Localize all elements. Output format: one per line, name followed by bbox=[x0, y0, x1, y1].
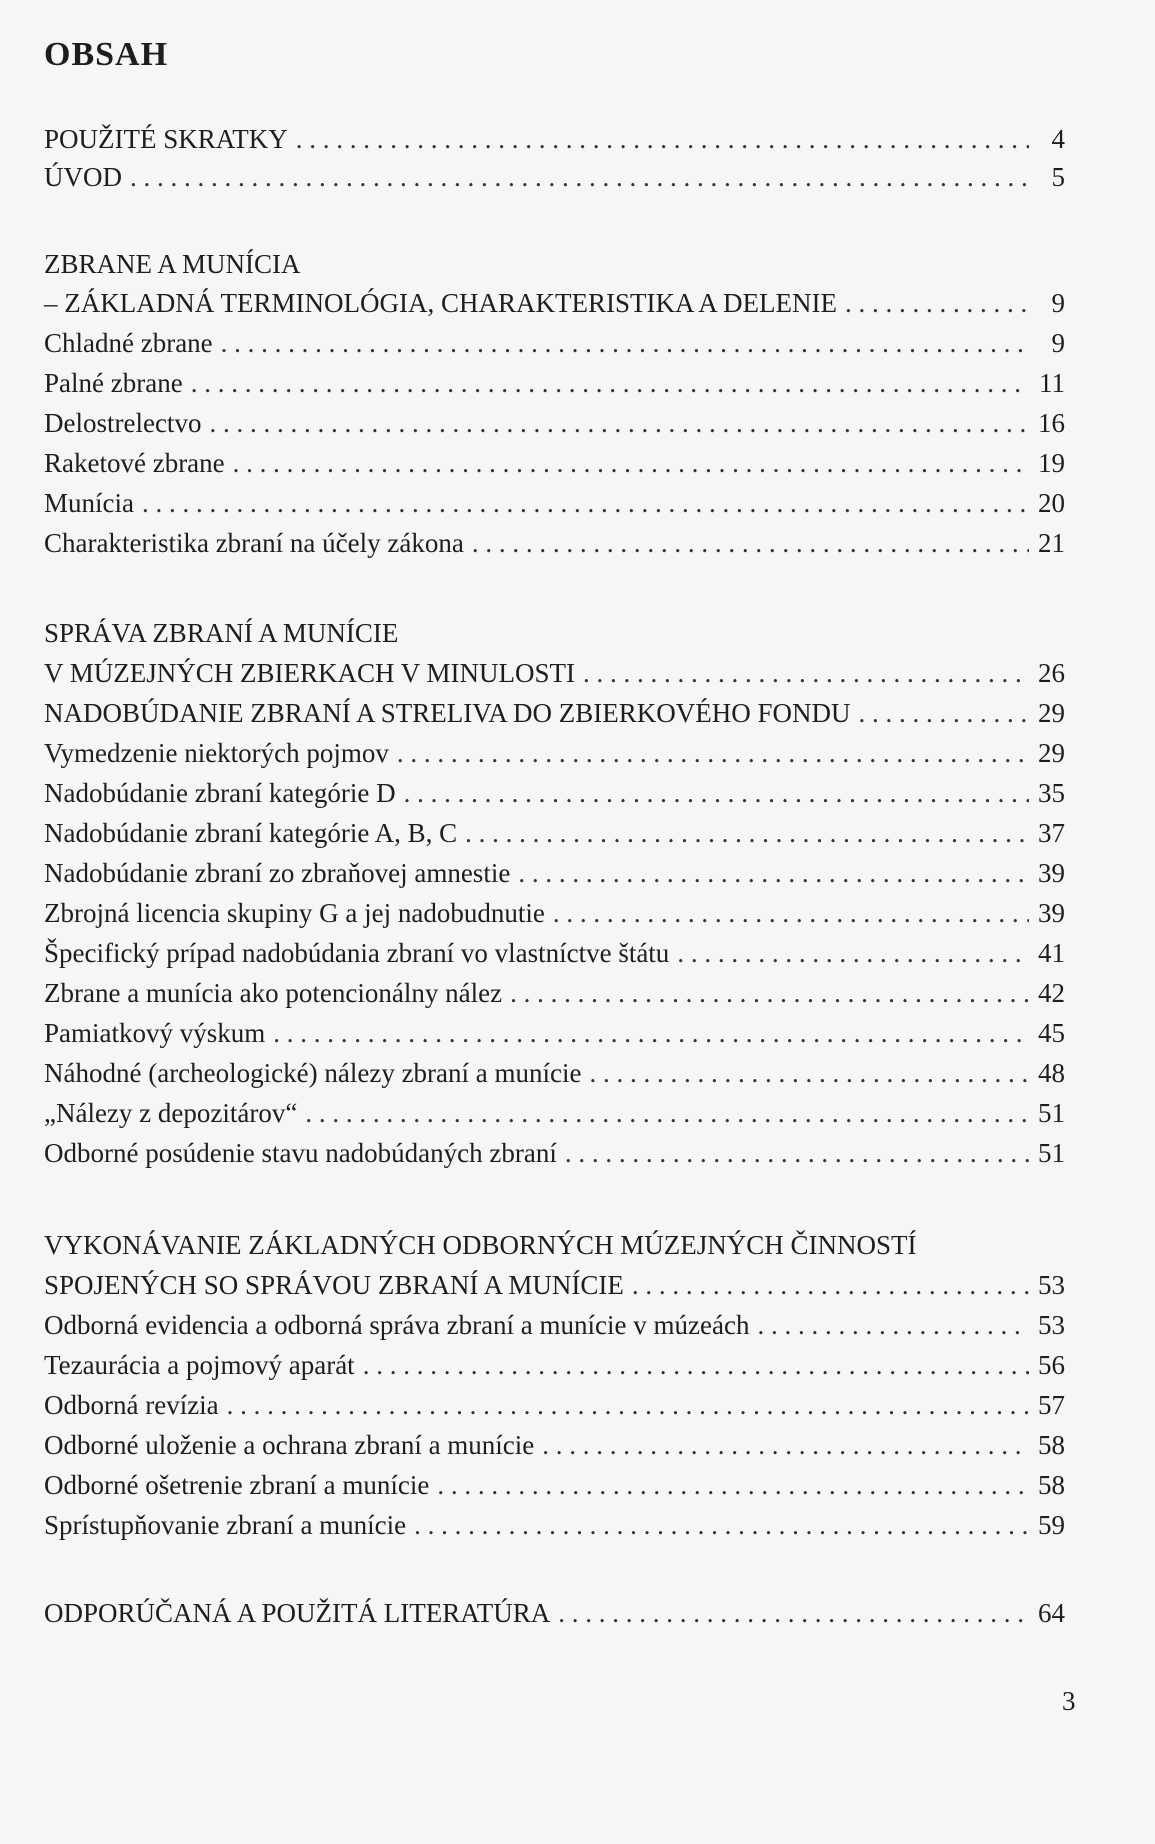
toc-entry-page: 58 bbox=[1038, 1470, 1065, 1500]
dot-leader bbox=[472, 526, 1029, 560]
toc-entry-label: Pamiatkový výskum bbox=[44, 1018, 266, 1048]
dot-leader bbox=[565, 1136, 1029, 1170]
toc-entry-page: 51 bbox=[1038, 1138, 1065, 1168]
toc-entry-page: 56 bbox=[1038, 1350, 1065, 1380]
toc-entry bbox=[44, 1136, 1065, 1170]
toc-entry bbox=[44, 856, 1065, 890]
dot-leader bbox=[142, 486, 1029, 520]
toc-entry-label: V MÚZEJNÝCH ZBIERKACH V MINULOSTI bbox=[44, 658, 576, 688]
dot-leader bbox=[305, 1096, 1029, 1130]
toc-entry-page: 29 bbox=[1038, 738, 1065, 768]
toc-entry-label: „Nálezy z depozitárov“ bbox=[44, 1098, 298, 1128]
toc-entry-page: 39 bbox=[1038, 858, 1065, 888]
toc-entry bbox=[44, 1388, 1065, 1422]
toc-entry bbox=[44, 446, 1065, 480]
toc-entry-label: Munícia bbox=[44, 488, 134, 518]
toc-entry-label: Zbrojná licencia skupiny G a jej nadobudnutie bbox=[44, 898, 545, 928]
toc-entry-page: 19 bbox=[1038, 448, 1065, 478]
toc-entry bbox=[44, 736, 1065, 770]
dot-leader bbox=[404, 776, 1029, 810]
toc-entry-label: Špecifický prípad nadobúdania zbraní vo vlastníctve štátu bbox=[44, 938, 670, 968]
toc-section-heading: VYKONÁVANIE ZÁKLADNÝCH ODBORNÝCH MÚZEJNÝCH ČINNOSTÍ bbox=[44, 1230, 917, 1260]
dot-leader bbox=[465, 816, 1029, 850]
dot-leader bbox=[296, 122, 1029, 156]
dot-leader bbox=[437, 1468, 1029, 1502]
page-number: 3 bbox=[1062, 1686, 1076, 1716]
toc-entry-label: – ZÁKLADNÁ TERMINOLÓGIA, CHARAKTERISTIKA A DELENIE bbox=[44, 288, 837, 318]
toc-entry-page: 53 bbox=[1038, 1270, 1065, 1300]
toc-entry bbox=[44, 1468, 1065, 1502]
toc-entry-page: 16 bbox=[1038, 408, 1065, 438]
toc-entry-page: 42 bbox=[1038, 978, 1065, 1008]
toc-entry bbox=[44, 776, 1065, 810]
toc-entry-label: ÚVOD bbox=[44, 162, 122, 192]
toc-entry-label: POUŽITÉ SKRATKY bbox=[44, 124, 288, 154]
toc-entry bbox=[44, 816, 1065, 850]
toc-entry-label: Nadobúdanie zbraní kategórie D bbox=[44, 778, 396, 808]
dot-leader bbox=[233, 446, 1029, 480]
toc-entry bbox=[44, 896, 1065, 930]
toc-entry bbox=[44, 1096, 1065, 1130]
toc-section-heading: ZBRANE A MUNÍCIA bbox=[44, 249, 301, 279]
toc-entry bbox=[44, 1348, 1065, 1382]
toc-entry bbox=[44, 326, 1065, 360]
dot-leader bbox=[209, 406, 1029, 440]
toc-entry-label: Charakteristika zbraní na účely zákona bbox=[44, 528, 464, 558]
dot-leader bbox=[130, 160, 1029, 194]
dot-leader bbox=[273, 1016, 1029, 1050]
toc-entry-page: 48 bbox=[1038, 1058, 1065, 1088]
toc-entry-label: Odborná revízia bbox=[44, 1390, 219, 1420]
dot-leader bbox=[397, 736, 1029, 770]
toc-entry-label: ODPORÚČANÁ A POUŽITÁ LITERATÚRA bbox=[44, 1598, 551, 1628]
toc-entry bbox=[44, 696, 1065, 730]
dot-leader bbox=[510, 976, 1029, 1010]
toc-entry-page: 20 bbox=[1038, 488, 1065, 518]
toc-entry-page: 21 bbox=[1038, 528, 1065, 558]
dot-leader bbox=[632, 1268, 1029, 1302]
toc-entry bbox=[44, 1508, 1065, 1542]
toc-entry bbox=[44, 1308, 1065, 1342]
toc-entry-page: 51 bbox=[1038, 1098, 1065, 1128]
toc-entry-page: 5 bbox=[1051, 162, 1065, 192]
toc-entry-label: Palné zbrane bbox=[44, 368, 183, 398]
toc-entry bbox=[44, 656, 1065, 690]
toc-entry-label: Zbrane a munícia ako potencionálny nález bbox=[44, 978, 503, 1008]
dot-leader bbox=[589, 1056, 1029, 1090]
dot-leader bbox=[859, 696, 1029, 730]
dot-leader bbox=[553, 896, 1029, 930]
toc-entry-label: Odborná evidencia a odborná správa zbraní a munície v múzeách bbox=[44, 1310, 750, 1340]
toc-entry-label: Nadobúdanie zbraní zo zbraňovej amnestie bbox=[44, 858, 511, 888]
dot-leader bbox=[363, 1348, 1029, 1382]
page-title: OBSAH bbox=[44, 36, 169, 73]
dot-leader bbox=[414, 1508, 1029, 1542]
dot-leader bbox=[757, 1308, 1029, 1342]
toc-entry-label: Tezaurácia a pojmový aparát bbox=[44, 1350, 355, 1380]
toc-entry bbox=[44, 1016, 1065, 1050]
toc-entry bbox=[44, 286, 1065, 320]
toc-entry-page: 29 bbox=[1038, 698, 1065, 728]
toc-entry-page: 59 bbox=[1038, 1510, 1065, 1540]
dot-leader bbox=[845, 286, 1029, 320]
toc-entry-page: 26 bbox=[1038, 658, 1065, 688]
toc-entry-page: 4 bbox=[1051, 124, 1065, 154]
toc-entry bbox=[44, 1268, 1065, 1302]
toc-entry bbox=[44, 526, 1065, 560]
toc-entry-label: Sprístupňovanie zbraní a munície bbox=[44, 1510, 407, 1540]
toc-entry bbox=[44, 406, 1065, 440]
toc-entry-label: Vymedzenie niektorých pojmov bbox=[44, 738, 389, 768]
toc-entry-label: Odborné ošetrenie zbraní a munície bbox=[44, 1470, 430, 1500]
toc-entry-label: Raketové zbrane bbox=[44, 448, 225, 478]
toc-entry-label: SPOJENÝCH SO SPRÁVOU ZBRANÍ A MUNÍCIE bbox=[44, 1270, 624, 1300]
toc-entry bbox=[44, 486, 1065, 520]
toc-entry bbox=[44, 366, 1065, 400]
toc-entry-label: NADOBÚDANIE ZBRANÍ A STRELIVA DO ZBIERKOVÉHO FONDU bbox=[44, 698, 851, 728]
dot-leader bbox=[677, 936, 1029, 970]
toc-entry-label: Náhodné (archeologické) nálezy zbraní a munície bbox=[44, 1058, 582, 1088]
dot-leader bbox=[518, 856, 1029, 890]
toc-section-heading: SPRÁVA ZBRANÍ A MUNÍCIE bbox=[44, 618, 399, 648]
toc-entry bbox=[44, 936, 1065, 970]
toc-entry-page: 41 bbox=[1038, 938, 1065, 968]
toc-entry bbox=[44, 1428, 1065, 1462]
toc-entry-label: Delostrelectvo bbox=[44, 408, 202, 438]
toc-entry-page: 64 bbox=[1038, 1598, 1065, 1628]
toc-entry-page: 58 bbox=[1038, 1430, 1065, 1460]
dot-leader bbox=[558, 1596, 1029, 1630]
dot-leader bbox=[542, 1428, 1029, 1462]
dot-leader bbox=[191, 366, 1029, 400]
toc-entry-page: 37 bbox=[1038, 818, 1065, 848]
toc-entry-page: 53 bbox=[1038, 1310, 1065, 1340]
toc-entry-page: 35 bbox=[1038, 778, 1065, 808]
toc-entry-label: Odborné posúdenie stavu nadobúdaných zbraní bbox=[44, 1138, 557, 1168]
toc-entry-label: Nadobúdanie zbraní kategórie A, B, C bbox=[44, 818, 458, 848]
toc-entry-page: 9 bbox=[1051, 328, 1065, 358]
dot-leader bbox=[583, 656, 1029, 690]
dot-leader bbox=[227, 1388, 1029, 1422]
toc-entry bbox=[44, 160, 1065, 194]
dot-leader bbox=[221, 326, 1029, 360]
toc-entry bbox=[44, 122, 1065, 156]
toc-entry-page: 11 bbox=[1039, 368, 1065, 398]
toc-entry bbox=[44, 1056, 1065, 1090]
toc-entry-page: 39 bbox=[1038, 898, 1065, 928]
toc-entry-page: 9 bbox=[1051, 288, 1065, 318]
toc-entry-label: Odborné uloženie a ochrana zbraní a munície bbox=[44, 1430, 535, 1460]
toc-entry-page: 45 bbox=[1038, 1018, 1065, 1048]
toc-entry bbox=[44, 1596, 1065, 1630]
toc-entry bbox=[44, 976, 1065, 1010]
toc-entry-label: Chladné zbrane bbox=[44, 328, 213, 358]
toc-entry-page: 57 bbox=[1038, 1390, 1065, 1420]
